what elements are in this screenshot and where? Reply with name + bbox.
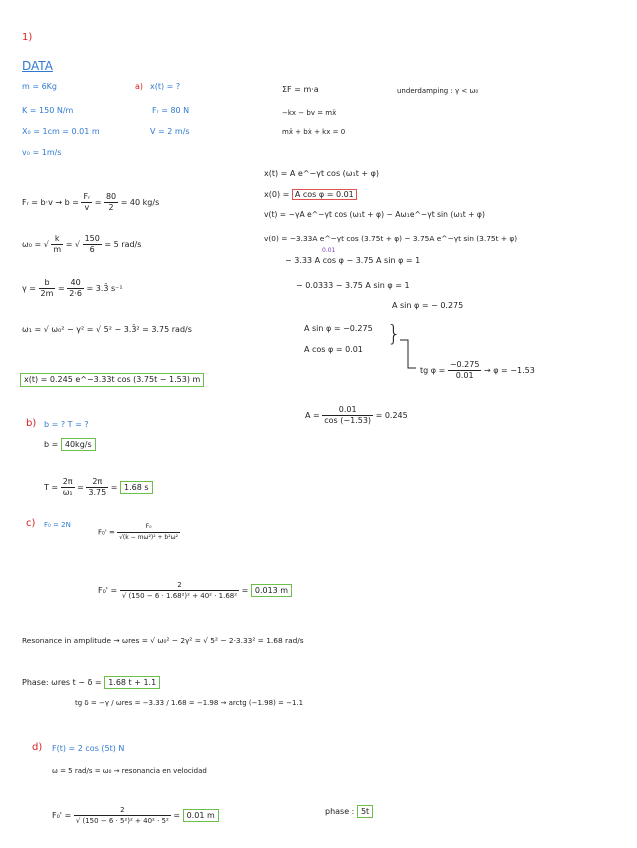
frac-bottom: √ (150 − 6 · 1.68²)² + 40² · 1.68² xyxy=(121,592,238,600)
frac-top: 40 xyxy=(67,278,84,289)
t-label: T = xyxy=(44,483,59,492)
part-a-question: x(t) = ? xyxy=(150,82,181,91)
gamma-left: γ = xyxy=(22,284,36,293)
frac-bottom: 6 xyxy=(89,245,95,254)
d-phase-box: 5t xyxy=(357,805,373,818)
data-initial-velocity: v₀ = 1m/s xyxy=(22,148,62,157)
frac-bottom: ω₁ xyxy=(62,488,73,497)
period-eq: T = $\frac{2\pi}{\text{ω₁}}$ = $\frac{2\pi}{3.75}$ = 1.68 s xyxy=(44,477,153,498)
w0-mid: = √ xyxy=(65,240,81,249)
frac-top: 2π xyxy=(62,477,73,486)
system-eq-2: A cos φ = 0.01 xyxy=(304,345,363,354)
problem-number: 1) xyxy=(22,32,33,43)
force-balance: −kx − bv = mẍ xyxy=(282,109,337,117)
amplitude-value-eq: F₀' = $\frac{2}{\text{√ (150 − 6 · 1.68²)² + 40² · 1.68²}}$ = 0.013 m xyxy=(98,580,292,601)
w0-result: = 5 rad/s xyxy=(104,240,142,249)
frac-top: 0.01 xyxy=(322,405,373,416)
fo2-frac xyxy=(120,580,239,601)
initial-velocity-step: − 3.33 A cos φ − 3.75 A sin φ = 1 xyxy=(285,256,421,265)
fo-frac xyxy=(117,522,180,543)
frac-top: Fᵣ xyxy=(83,192,91,201)
tg-left: tg φ = xyxy=(420,366,446,375)
phase-box: 1.68 t + 1.1 xyxy=(104,676,160,689)
amp-result: = 0.245 xyxy=(375,411,408,420)
data-spring-constant: K = 150 N/m xyxy=(22,106,74,115)
frac-top: 2π xyxy=(86,477,108,488)
frac-bottom: 0.01 xyxy=(455,371,474,380)
w0-frac-1 xyxy=(51,234,63,255)
part-b-label: b) xyxy=(26,418,37,429)
newton-eq: ΣF = m·a xyxy=(282,85,319,94)
d-fo-left: F₀' = xyxy=(52,811,72,820)
part-c-force: F₀ = 2N xyxy=(44,521,71,529)
frac-bottom: 2m xyxy=(40,289,54,298)
part-b-question: b = ? T = ? xyxy=(44,420,89,429)
damping-eq: Fᵣ = b·v → b = $\frac{\text{Fᵣ}}{v}$ = $\frac{80}{2}$ = 40 kg/s xyxy=(22,192,160,212)
frac-bottom: v xyxy=(84,203,90,212)
underdamping-cond: underdamping : γ < ω₀ xyxy=(397,87,479,95)
d-phase-label: phase : xyxy=(325,807,355,816)
fo-left: F₀' = xyxy=(98,528,115,537)
frac-top: b xyxy=(39,278,56,289)
resonance-eq: Resonance in amplitude → ωres = √ ω₀² − 2γ² = √ 5² − 2·3.33² = 1.68 rad/s xyxy=(22,636,304,645)
part-a-result: x(t) = 0.245 e^−3.33t cos (3.75t − 1.53) m xyxy=(20,373,204,387)
d-amplitude-box: 0.01 m xyxy=(183,809,219,822)
data-initial-position: X₀ = 1cm = 0.01 m xyxy=(22,127,100,136)
amplitude-value-box: 0.013 m xyxy=(251,584,292,597)
friction-force: Fᵣ = 80 N xyxy=(152,106,190,115)
tg-result: → φ = −1.53 xyxy=(483,366,535,375)
b-value-box: 40kg/s xyxy=(61,438,96,451)
part-d-frequency: ω = 5 rad/s = ω₀ → resonancia en velocidad xyxy=(52,767,207,775)
initial-position-eq xyxy=(264,190,357,200)
amp-left: A = xyxy=(305,411,320,420)
part-a-label: a) xyxy=(135,82,144,91)
part-d-phase xyxy=(325,807,373,817)
w0-left: ω₀ = √ xyxy=(22,240,49,249)
b-result xyxy=(44,440,96,450)
frac-top: 2 xyxy=(120,580,239,591)
frac-bottom: 2·6 xyxy=(69,289,82,298)
frac-bottom: √(k − mω²)² + b²ω² xyxy=(119,534,179,541)
phase-tangent-eq xyxy=(420,360,535,381)
gamma-eq: γ = $\frac{b}{2m}$ = $\frac{40}{2\cdot 6}$ = 3.3̄ s⁻¹ xyxy=(22,278,123,298)
frac-bottom: m xyxy=(53,245,62,254)
damping-result: = 40 kg/s xyxy=(120,198,160,207)
t-frac-1 xyxy=(61,477,75,498)
frac-bottom: 2 xyxy=(108,203,114,212)
frac-bottom: √ (150 − 6 · 5²)² + 40² · 5² xyxy=(75,817,169,825)
frac-top: 150 xyxy=(84,234,100,243)
amplitude-eq xyxy=(305,405,408,426)
t-frac-2 xyxy=(86,477,108,498)
initial-velocity-eq: v(0) = −3.33A e^−γt cos (3.75t + φ) − 3.75A e^−γt sin (3.75t + φ) xyxy=(264,234,518,243)
part-d-amplitude-eq: F₀' = $\frac{2}{\text{√ (150 − 6 · 5²)² + 40² · 5²}}$ = 0.01 m xyxy=(52,805,219,826)
b-label: b = xyxy=(44,440,59,449)
gamma-frac-2 xyxy=(67,278,84,299)
system-eq-1: A sin φ = −0.275 xyxy=(304,324,373,333)
amplitude-formula xyxy=(98,522,180,543)
data-title: DATA xyxy=(22,59,53,73)
frac-bottom: 3.75 xyxy=(88,488,107,497)
frac-top: F₀ xyxy=(117,522,180,533)
phase-eq xyxy=(22,678,160,688)
part-d-label: d) xyxy=(32,742,43,753)
amp-frac xyxy=(322,405,373,426)
damping-frac-2 xyxy=(104,192,118,213)
initial-velocity-step3: A sin φ = − 0.275 xyxy=(392,301,464,310)
part-c-label: c) xyxy=(26,518,36,529)
part-d-force: F(t) = 2 cos (5t) N xyxy=(52,744,125,753)
system-brace: } xyxy=(387,322,401,347)
natural-frequency-eq xyxy=(22,234,141,255)
frac-top: −0.275 xyxy=(449,360,480,369)
fo2-left: F₀' = xyxy=(98,586,118,595)
frac-top: 2 xyxy=(74,805,171,816)
damping-frac-1 xyxy=(81,192,92,213)
diff-eq: mẍ + bẋ + kx = 0 xyxy=(282,128,346,136)
frac-top: k xyxy=(51,234,63,245)
phase-left: Phase: ωres t − δ = xyxy=(22,678,102,687)
velocity-value: V = 2 m/s xyxy=(150,127,190,136)
frac-bottom: cos (−1.53) xyxy=(324,416,372,425)
gamma-result: = 3.3̄ s⁻¹ xyxy=(86,284,123,293)
period-value-box: 1.68 s xyxy=(120,481,153,494)
w0-frac-2 xyxy=(83,234,102,255)
phase-tangent-delta: tg δ = −γ / ωres = −3.33 / 1.68 = −1.98 → arctg (−1.98) = −1.1 xyxy=(75,699,304,707)
tg-frac xyxy=(448,360,482,381)
velocity-eq: v(t) = −γA e^−γt cos (ω₁t + φ) − Aω₁e^−γt sin (ω₁t + φ) xyxy=(264,210,485,219)
d-fo-frac xyxy=(74,805,171,826)
x0-box: A cos φ = 0.01 xyxy=(292,189,357,200)
brace-connector xyxy=(398,338,418,372)
data-mass: m = 6Kg xyxy=(22,82,57,91)
frac-top: 80 xyxy=(105,192,117,201)
x0-left: x(0) = xyxy=(264,190,290,199)
damped-frequency-eq: ω₁ = √ ω₀² − γ² = √ 5² − 3.3̄² = 3.75 rad/s xyxy=(22,325,192,334)
gamma-frac-1 xyxy=(39,278,56,299)
damping-eq-left: Fᵣ = b·v → b = xyxy=(22,198,79,207)
general-solution: x(t) = A e^−γt cos (ω₁t + φ) xyxy=(264,169,380,178)
substitution-note: 0.01 xyxy=(322,247,336,254)
initial-velocity-step2: − 0.0333 − 3.75 A sin φ = 1 xyxy=(296,281,410,290)
